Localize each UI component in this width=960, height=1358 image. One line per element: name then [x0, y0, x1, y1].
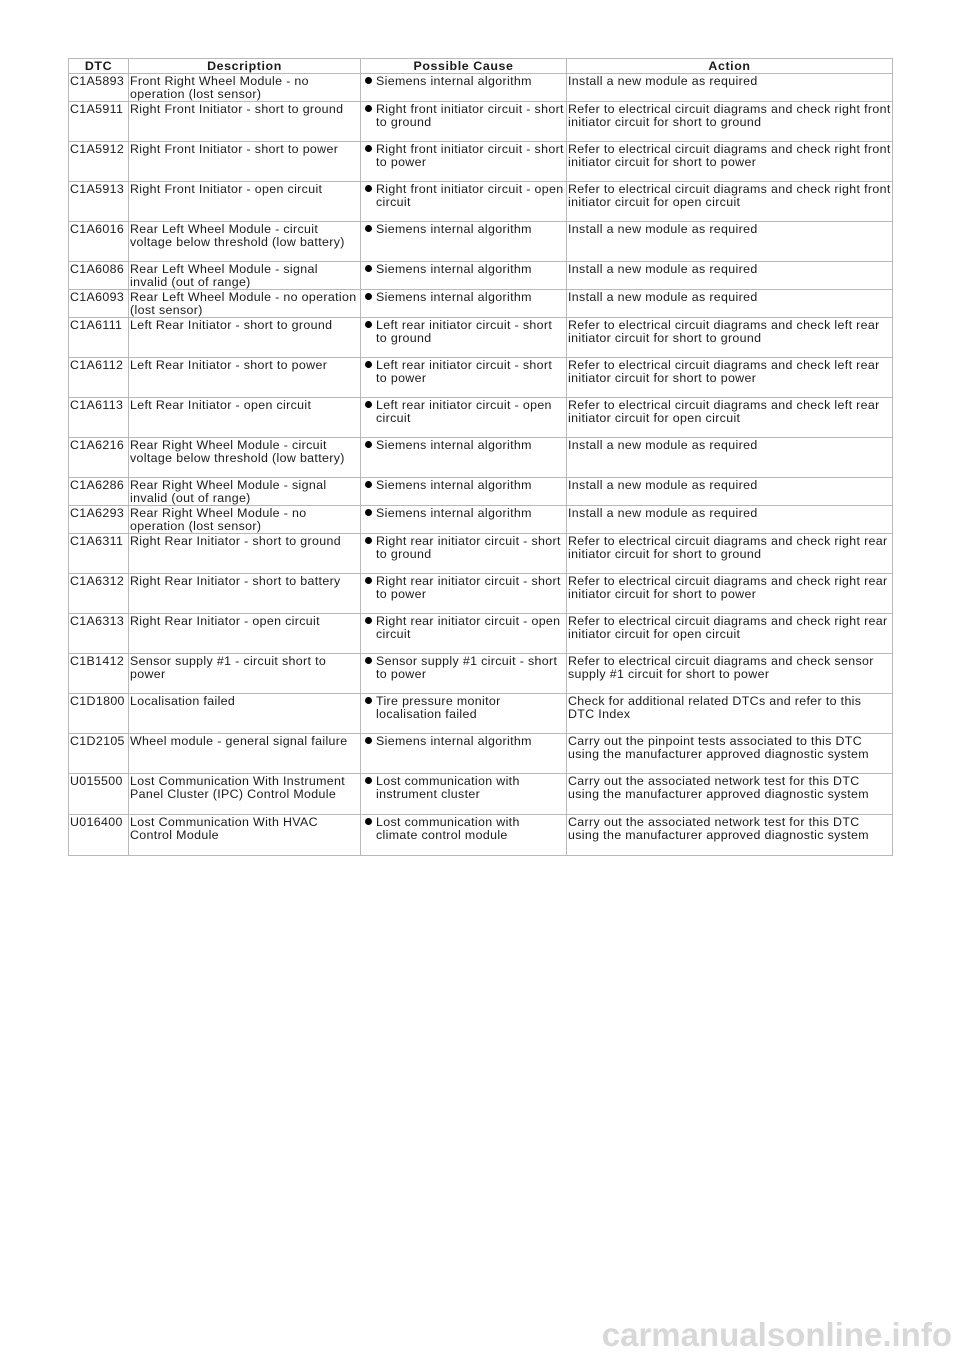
- bullet-icon: [365, 145, 372, 152]
- bullet-icon: [365, 361, 372, 368]
- possible-cause-cell: [361, 534, 567, 574]
- dtc-code: C1A6313: [69, 614, 129, 654]
- watermark-text: carmanualsonline.info: [601, 1316, 952, 1353]
- possible-cause-cell: [361, 182, 567, 222]
- table-row: [69, 262, 893, 290]
- action: Refer to electrical circuit diagrams and check right rear initiator circuit for short to ground: [567, 534, 893, 574]
- possible-cause: Siemens internal algorithm: [376, 506, 532, 520]
- possible-cause: Right rear initiator circuit - short to ground: [376, 534, 561, 561]
- dtc-description: Rear Right Wheel Module - no operation (lost sensor): [129, 506, 361, 534]
- bullet-icon: [365, 265, 372, 272]
- possible-cause: Left rear initiator circuit - short to power: [376, 358, 553, 385]
- action: Refer to electrical circuit diagrams and check left rear initiator circuit for open circuit: [567, 398, 893, 438]
- bullet-icon: [365, 577, 372, 584]
- dtc-description: Left Rear Initiator - short to power: [129, 358, 361, 398]
- action: Refer to electrical circuit diagrams and check right rear initiator circuit for short to power: [567, 574, 893, 614]
- possible-cause-cell: [361, 358, 567, 398]
- action: Install a new module as required: [567, 290, 893, 318]
- bullet-icon: [365, 441, 372, 448]
- action: Install a new module as required: [567, 478, 893, 506]
- table-row: [69, 694, 893, 734]
- table-header-row: [69, 59, 893, 74]
- possible-cause: Siemens internal algorithm: [376, 438, 532, 452]
- possible-cause-cell: [361, 290, 567, 318]
- table-row: [69, 574, 893, 614]
- action: Install a new module as required: [567, 74, 893, 102]
- header-dtc: DTC: [69, 59, 129, 74]
- bullet-icon: [365, 185, 372, 192]
- dtc-code: C1A6312: [69, 574, 129, 614]
- bullet-icon: [365, 777, 372, 784]
- action: Carry out the pinpoint tests associated to this DTC using the manufacturer approved diagnostic system: [567, 734, 893, 774]
- dtc-table: [68, 58, 893, 856]
- action: Carry out the associated network test for this DTC using the manufacturer approved diagnostic system: [567, 815, 893, 856]
- table-row: [69, 102, 893, 142]
- possible-cause-cell: [361, 74, 567, 102]
- dtc-description: Front Right Wheel Module - no operation (lost sensor): [129, 74, 361, 102]
- possible-cause: Siemens internal algorithm: [376, 478, 532, 492]
- possible-cause-cell: [361, 262, 567, 290]
- bullet-icon: [365, 481, 372, 488]
- dtc-description: Right Rear Initiator - open circuit: [129, 614, 361, 654]
- dtc-code: C1A6086: [69, 262, 129, 290]
- header-action: Action: [567, 59, 893, 74]
- dtc-code: C1A6216: [69, 438, 129, 478]
- possible-cause: Sensor supply #1 circuit - short to power: [376, 654, 558, 681]
- table-row: [69, 774, 893, 815]
- table-row: [69, 142, 893, 182]
- dtc-code: U015500: [69, 774, 129, 815]
- action: Check for additional related DTCs and refer to this DTC Index: [567, 694, 893, 734]
- action: Refer to electrical circuit diagrams and check sensor supply #1 circuit for short to power: [567, 654, 893, 694]
- dtc-description: Right Rear Initiator - short to battery: [129, 574, 361, 614]
- bullet-icon: [365, 737, 372, 744]
- dtc-code: C1A5912: [69, 142, 129, 182]
- dtc-code: C1A6016: [69, 222, 129, 262]
- table-row: [69, 74, 893, 102]
- dtc-description: Rear Left Wheel Module - signal invalid (out of range): [129, 262, 361, 290]
- action: Install a new module as required: [567, 262, 893, 290]
- possible-cause-cell: [361, 734, 567, 774]
- bullet-icon: [365, 293, 372, 300]
- table-row: [69, 222, 893, 262]
- action: Install a new module as required: [567, 438, 893, 478]
- dtc-description: Right Front Initiator - short to ground: [129, 102, 361, 142]
- dtc-code: C1A6093: [69, 290, 129, 318]
- dtc-description: Wheel module - general signal failure: [129, 734, 361, 774]
- action: Refer to electrical circuit diagrams and check right front initiator circuit for open circuit: [567, 182, 893, 222]
- possible-cause-cell: [361, 398, 567, 438]
- bullet-icon: [365, 225, 372, 232]
- dtc-code: C1A5913: [69, 182, 129, 222]
- possible-cause: Lost communication with climate control module: [376, 815, 520, 842]
- dtc-code: C1B1412: [69, 654, 129, 694]
- possible-cause: Left rear initiator circuit - short to ground: [376, 318, 553, 345]
- possible-cause-cell: [361, 142, 567, 182]
- dtc-code: C1A6286: [69, 478, 129, 506]
- possible-cause-cell: [361, 478, 567, 506]
- dtc-code: C1A5893: [69, 74, 129, 102]
- possible-cause: Siemens internal algorithm: [376, 74, 532, 88]
- action: Refer to electrical circuit diagrams and check right front initiator circuit for short to ground: [567, 102, 893, 142]
- dtc-code: C1A5911: [69, 102, 129, 142]
- possible-cause-cell: [361, 102, 567, 142]
- possible-cause: Siemens internal algorithm: [376, 262, 532, 276]
- bullet-icon: [365, 321, 372, 328]
- table-row: [69, 478, 893, 506]
- bullet-icon: [365, 657, 372, 664]
- possible-cause: Right rear initiator circuit - open circuit: [376, 614, 561, 641]
- bullet-icon: [365, 818, 372, 825]
- possible-cause-cell: [361, 614, 567, 654]
- possible-cause-cell: [361, 506, 567, 534]
- possible-cause-cell: [361, 774, 567, 815]
- action: Install a new module as required: [567, 506, 893, 534]
- bullet-icon: [365, 617, 372, 624]
- action: Install a new module as required: [567, 222, 893, 262]
- dtc-code: C1A6111: [69, 318, 129, 358]
- dtc-code: C1D1800: [69, 694, 129, 734]
- dtc-description: Right Front Initiator - open circuit: [129, 182, 361, 222]
- dtc-code: C1A6311: [69, 534, 129, 574]
- possible-cause: Tire pressure monitor localisation failed: [376, 694, 501, 721]
- dtc-code: U016400: [69, 815, 129, 856]
- header-possible-cause: Possible Cause: [361, 59, 567, 74]
- bullet-icon: [365, 537, 372, 544]
- dtc-description: Localisation failed: [129, 694, 361, 734]
- bullet-icon: [365, 105, 372, 112]
- action: Refer to electrical circuit diagrams and check left rear initiator circuit for short to power: [567, 358, 893, 398]
- dtc-description: Lost Communication With Instrument Panel Cluster (IPC) Control Module: [129, 774, 361, 815]
- dtc-code: C1A6293: [69, 506, 129, 534]
- dtc-description: Lost Communication With HVAC Control Module: [129, 815, 361, 856]
- dtc-description: Rear Left Wheel Module - no operation (lost sensor): [129, 290, 361, 318]
- bullet-icon: [365, 697, 372, 704]
- possible-cause: Right rear initiator circuit - short to power: [376, 574, 561, 601]
- table-row: [69, 534, 893, 574]
- dtc-description: Left Rear Initiator - open circuit: [129, 398, 361, 438]
- table-row: [69, 398, 893, 438]
- table-row: [69, 734, 893, 774]
- possible-cause-cell: [361, 222, 567, 262]
- dtc-description: Left Rear Initiator - short to ground: [129, 318, 361, 358]
- table-row: [69, 654, 893, 694]
- header-description: Description: [129, 59, 361, 74]
- bullet-icon: [365, 77, 372, 84]
- possible-cause-cell: [361, 654, 567, 694]
- dtc-description: Rear Left Wheel Module - circuit voltage below threshold (low battery): [129, 222, 361, 262]
- action: Refer to electrical circuit diagrams and check right front initiator circuit for short to power: [567, 142, 893, 182]
- table-row: [69, 182, 893, 222]
- possible-cause: Siemens internal algorithm: [376, 734, 532, 748]
- possible-cause: Right front initiator circuit - short to ground: [376, 102, 564, 129]
- dtc-description: Right Front Initiator - short to power: [129, 142, 361, 182]
- dtc-code: C1A6112: [69, 358, 129, 398]
- possible-cause-cell: [361, 815, 567, 856]
- action: Refer to electrical circuit diagrams and check left rear initiator circuit for short to ground: [567, 318, 893, 358]
- dtc-description: Rear Right Wheel Module - circuit voltage below threshold (low battery): [129, 438, 361, 478]
- possible-cause: Right front initiator circuit - short to power: [376, 142, 564, 169]
- action: Carry out the associated network test for this DTC using the manufacturer approved diagnostic system: [567, 774, 893, 815]
- possible-cause: Lost communication with instrument cluster: [376, 774, 520, 801]
- table-row: [69, 614, 893, 654]
- action: Refer to electrical circuit diagrams and check right rear initiator circuit for open circuit: [567, 614, 893, 654]
- table-row: [69, 815, 893, 856]
- possible-cause-cell: [361, 694, 567, 734]
- bullet-icon: [365, 509, 372, 516]
- table-row: [69, 358, 893, 398]
- bullet-icon: [365, 401, 372, 408]
- table-row: [69, 318, 893, 358]
- table-row: [69, 290, 893, 318]
- possible-cause-cell: [361, 574, 567, 614]
- possible-cause-cell: [361, 438, 567, 478]
- table-row: [69, 438, 893, 478]
- possible-cause: Siemens internal algorithm: [376, 222, 532, 236]
- dtc-code: C1D2105: [69, 734, 129, 774]
- dtc-description: Rear Right Wheel Module - signal invalid (out of range): [129, 478, 361, 506]
- dtc-description: Sensor supply #1 - circuit short to power: [129, 654, 361, 694]
- table-row: [69, 506, 893, 534]
- possible-cause: Siemens internal algorithm: [376, 290, 532, 304]
- possible-cause-cell: [361, 318, 567, 358]
- possible-cause: Right front initiator circuit - open circuit: [376, 182, 564, 209]
- possible-cause: Left rear initiator circuit - open circuit: [376, 398, 552, 425]
- dtc-code: C1A6113: [69, 398, 129, 438]
- dtc-description: Right Rear Initiator - short to ground: [129, 534, 361, 574]
